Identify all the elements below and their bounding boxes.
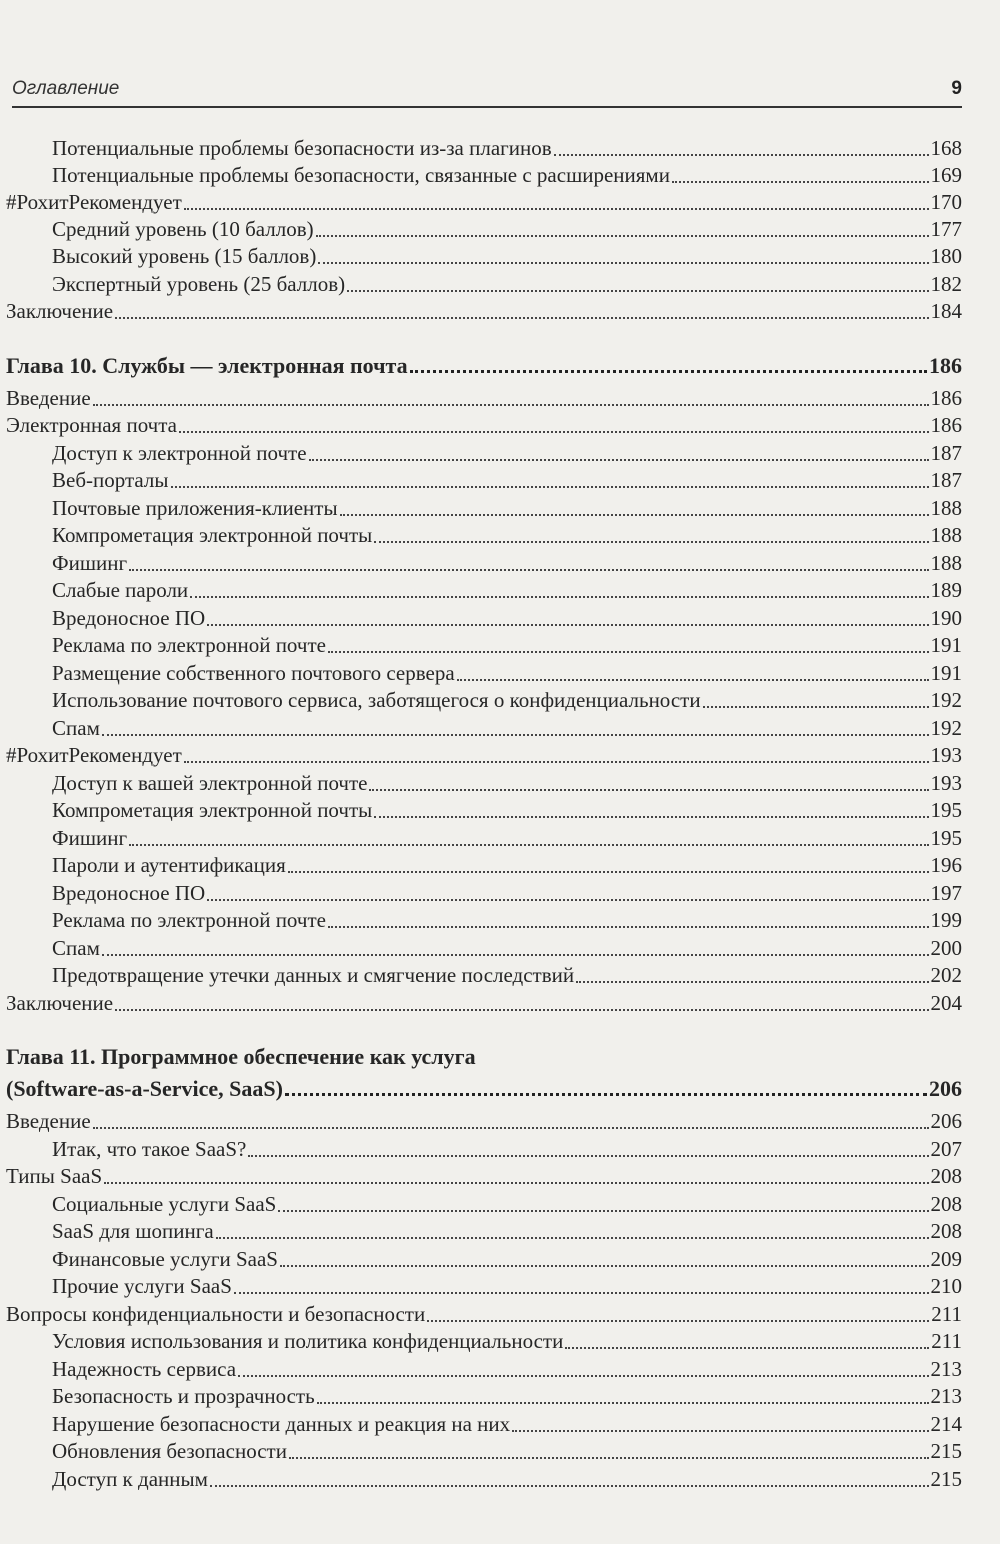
toc-entry-page: 214 bbox=[930, 1412, 962, 1436]
leader-dots bbox=[288, 871, 929, 873]
toc-entry[interactable] bbox=[6, 495, 962, 522]
toc-entry-label: Безопасность и прозрачность bbox=[52, 1384, 315, 1408]
toc-entry-label: #РохитРекомендует bbox=[6, 190, 182, 214]
toc-entry-label: Обновления безопасности bbox=[52, 1439, 287, 1463]
leader-dots bbox=[278, 1210, 928, 1212]
leader-dots bbox=[184, 208, 929, 210]
toc-entry-page: 188 bbox=[930, 496, 962, 520]
toc-entry-page: 200 bbox=[930, 936, 962, 960]
leader-dots bbox=[427, 1320, 929, 1322]
toc-entry-label: Заключение bbox=[6, 299, 114, 323]
toc-entry[interactable] bbox=[6, 135, 962, 162]
toc-entry[interactable] bbox=[6, 298, 962, 325]
toc-entry-page: 186 bbox=[929, 353, 962, 378]
leader-dots bbox=[576, 981, 928, 983]
leader-dots bbox=[565, 1347, 929, 1349]
toc-entry[interactable] bbox=[6, 440, 962, 467]
toc-entry-page: 210 bbox=[930, 1274, 962, 1298]
toc-entry-label: Средний уровень (10 баллов) bbox=[52, 217, 314, 241]
leader-dots bbox=[318, 262, 928, 264]
toc-entry-page: 208 bbox=[930, 1192, 962, 1216]
toc-entry-page: 215 bbox=[930, 1467, 962, 1491]
toc-entry[interactable] bbox=[6, 770, 962, 797]
leader-dots bbox=[179, 431, 929, 433]
toc-chapter-heading[interactable] bbox=[6, 352, 962, 379]
toc-entry-label: SaaS для шопинга bbox=[52, 1219, 214, 1243]
toc-entry-page: 197 bbox=[930, 881, 962, 905]
leader-dots bbox=[207, 899, 928, 901]
toc-entry-label: Заключение bbox=[6, 991, 114, 1015]
toc-entry-page: 196 bbox=[930, 853, 962, 877]
toc-entry-label: Глава 10. Службы — электронная почта bbox=[6, 353, 408, 378]
toc-entry-label: Надежность сервиса bbox=[52, 1357, 237, 1381]
toc-entry-label: Нарушение безопасности данных и реакция на них bbox=[52, 1412, 511, 1436]
toc-entry-page: 191 bbox=[930, 661, 962, 685]
toc-entry-page: 190 bbox=[930, 606, 962, 630]
leader-dots bbox=[410, 370, 927, 373]
toc-entry-label: Введение bbox=[6, 386, 91, 410]
toc-entry-label: Вопросы конфиденциальности и безопасности bbox=[6, 1302, 426, 1326]
leader-dots bbox=[374, 816, 928, 818]
toc-entry-label: Размещение собственного почтового сервера bbox=[52, 661, 455, 685]
toc-entry-page: 213 bbox=[930, 1357, 962, 1381]
toc-entry-label: Доступ к вашей электронной почте bbox=[52, 771, 368, 795]
toc-entry-label: Прочие услуги SaaS bbox=[52, 1274, 232, 1298]
toc-entry[interactable] bbox=[6, 189, 962, 216]
toc-entry-page: 186 bbox=[930, 413, 962, 437]
leader-dots bbox=[93, 404, 929, 406]
toc-entry-label: Социальные услуги SaaS bbox=[52, 1192, 277, 1216]
leader-dots bbox=[289, 1457, 929, 1459]
toc-entry-page: 169 bbox=[930, 163, 962, 187]
leader-dots bbox=[207, 624, 928, 626]
toc-entry-label: Финансовые услуги SaaS bbox=[52, 1247, 278, 1271]
toc-chapter-heading-line1[interactable]: Глава 11. Программное обеспечение как услуга bbox=[6, 1044, 476, 1069]
toc-entry-page: 180 bbox=[930, 244, 962, 268]
toc-entry-label: Реклама по электронной почте bbox=[52, 633, 326, 657]
leader-dots bbox=[104, 1182, 928, 1184]
toc-entry[interactable] bbox=[6, 825, 962, 852]
toc-entry-page: 187 bbox=[930, 468, 962, 492]
toc-entry-page: 206 bbox=[929, 1076, 962, 1101]
toc-entry[interactable] bbox=[6, 1466, 962, 1493]
toc-entry-page: 188 bbox=[930, 523, 962, 547]
leader-dots bbox=[248, 1155, 928, 1157]
leader-dots bbox=[703, 706, 929, 708]
toc-entry[interactable] bbox=[6, 660, 962, 687]
toc-entry-label: Компрометация электронной почты bbox=[52, 798, 373, 822]
leader-dots bbox=[672, 181, 929, 183]
toc-entry[interactable] bbox=[6, 632, 962, 659]
toc-entry[interactable] bbox=[6, 1191, 962, 1218]
toc-entry[interactable] bbox=[6, 715, 962, 742]
toc-entry-label: #РохитРекомендует bbox=[6, 743, 182, 767]
toc-entry-page: 209 bbox=[930, 1247, 962, 1271]
toc-entry[interactable] bbox=[6, 243, 962, 270]
leader-dots bbox=[369, 789, 928, 791]
toc-entry[interactable] bbox=[6, 522, 962, 549]
toc-entry[interactable] bbox=[6, 1163, 962, 1190]
leader-dots bbox=[280, 1265, 929, 1267]
toc-entry-label: Компрометация электронной почты bbox=[52, 523, 373, 547]
toc-entry-label: Фишинг bbox=[52, 551, 128, 575]
toc-entry-page: 215 bbox=[930, 1439, 962, 1463]
toc-entry-page: 182 bbox=[930, 272, 962, 296]
toc-entry[interactable] bbox=[6, 385, 962, 412]
leader-dots bbox=[328, 926, 929, 928]
toc-entry[interactable] bbox=[6, 1136, 962, 1163]
toc-entry-page: 170 bbox=[930, 190, 962, 214]
toc-entry-page: 188 bbox=[930, 551, 962, 575]
toc-chapter-heading[interactable] bbox=[6, 1075, 962, 1102]
leader-dots bbox=[129, 569, 928, 571]
toc-entry[interactable] bbox=[6, 1438, 962, 1465]
toc-entry-page: 192 bbox=[930, 716, 962, 740]
toc-entry-label: Предотвращение утечки данных и смягчение последствий bbox=[52, 963, 575, 987]
toc-entry[interactable] bbox=[6, 797, 962, 824]
leader-dots bbox=[115, 317, 928, 319]
toc-entry-page: 195 bbox=[930, 826, 962, 850]
leader-dots bbox=[115, 1009, 928, 1011]
toc-entry-label: Спам bbox=[52, 936, 100, 960]
leader-dots bbox=[316, 235, 929, 237]
toc-entry-page: 211 bbox=[931, 1302, 962, 1326]
toc-entry-page: 184 bbox=[930, 299, 962, 323]
toc-entry[interactable] bbox=[6, 1108, 962, 1135]
toc-entry-page: 168 bbox=[930, 136, 962, 160]
toc-entry-label: (Software-as-a-Service, SaaS) bbox=[6, 1076, 283, 1101]
toc-entry[interactable] bbox=[6, 550, 962, 577]
leader-dots bbox=[210, 1485, 929, 1487]
toc-entry-page: 187 bbox=[930, 441, 962, 465]
toc-entry-page: 213 bbox=[930, 1384, 962, 1408]
leader-dots bbox=[129, 844, 928, 846]
toc-entry-label: Вредоносное ПО bbox=[52, 606, 206, 630]
toc-entry-label: Введение bbox=[6, 1109, 91, 1133]
toc-entry[interactable] bbox=[6, 271, 962, 298]
toc-entry-page: 193 bbox=[930, 771, 962, 795]
toc-entry-label: Слабые пароли bbox=[52, 578, 189, 602]
toc-entry[interactable] bbox=[6, 1383, 962, 1410]
toc-entry[interactable] bbox=[6, 962, 962, 989]
leader-dots bbox=[102, 734, 929, 736]
toc-entry-page: 177 bbox=[930, 217, 962, 241]
toc-entry-page: 192 bbox=[930, 688, 962, 712]
leader-dots bbox=[340, 514, 929, 516]
toc-entry[interactable] bbox=[6, 412, 962, 439]
header-page-number: 9 bbox=[951, 78, 962, 99]
leader-dots bbox=[184, 761, 929, 763]
toc-entry-label: Экспертный уровень (25 баллов) bbox=[52, 272, 346, 296]
toc-entry[interactable] bbox=[6, 216, 962, 243]
table-of-contents bbox=[6, 0, 962, 1544]
leader-dots bbox=[317, 1402, 929, 1404]
toc-entry-page: 208 bbox=[930, 1164, 962, 1188]
toc-entry-label: Электронная почта bbox=[6, 413, 177, 437]
toc-entry[interactable] bbox=[6, 577, 962, 604]
toc-entry-page: 189 bbox=[930, 578, 962, 602]
leader-dots bbox=[554, 154, 929, 156]
toc-entry[interactable] bbox=[6, 1273, 962, 1300]
toc-entry-label: Доступ к данным bbox=[52, 1467, 208, 1491]
toc-entry[interactable] bbox=[6, 907, 962, 934]
leader-dots bbox=[512, 1430, 928, 1432]
toc-entry-label: Потенциальные проблемы безопасности из-за плагинов bbox=[52, 136, 552, 160]
toc-entry-label: Использование почтового сервиса, заботящегося о конфиденциальности bbox=[52, 688, 701, 712]
toc-entry-label: Веб-порталы bbox=[52, 468, 169, 492]
leader-dots bbox=[285, 1093, 927, 1096]
toc-entry-page: 193 bbox=[930, 743, 962, 767]
leader-dots bbox=[374, 541, 928, 543]
toc-entry-page: 195 bbox=[930, 798, 962, 822]
toc-entry[interactable] bbox=[6, 1246, 962, 1273]
leader-dots bbox=[309, 459, 929, 461]
leader-dots bbox=[171, 486, 929, 488]
toc-entry-label: Фишинг bbox=[52, 826, 128, 850]
toc-entry-label: Доступ к электронной почте bbox=[52, 441, 307, 465]
leader-dots bbox=[238, 1375, 928, 1377]
toc-entry-label: Пароли и аутентификация bbox=[52, 853, 286, 877]
toc-entry-label: Потенциальные проблемы безопасности, связанные с расширениями bbox=[52, 163, 670, 187]
toc-entry-page: 204 bbox=[930, 991, 962, 1015]
toc-entry-label: Итак, что такое SaaS? bbox=[52, 1137, 247, 1161]
toc-entry[interactable] bbox=[6, 467, 962, 494]
toc-entry[interactable] bbox=[6, 1301, 962, 1328]
toc-entry-label: Условия использования и политика конфиденциальности bbox=[52, 1329, 564, 1353]
leader-dots bbox=[234, 1292, 929, 1294]
toc-entry[interactable] bbox=[6, 687, 962, 714]
header-title: Оглавление bbox=[12, 78, 120, 99]
leader-dots bbox=[190, 596, 928, 598]
leader-dots bbox=[347, 290, 928, 292]
toc-entry[interactable] bbox=[6, 880, 962, 907]
toc-entry-page: 199 bbox=[930, 908, 962, 932]
toc-entry-label: Вредоносное ПО bbox=[52, 881, 206, 905]
toc-entry-page: 186 bbox=[930, 386, 962, 410]
toc-entry-page: 191 bbox=[930, 633, 962, 657]
toc-entry[interactable] bbox=[6, 935, 962, 962]
toc-entry[interactable] bbox=[6, 990, 962, 1017]
toc-entry[interactable] bbox=[6, 742, 962, 769]
toc-entry-label: Реклама по электронной почте bbox=[52, 908, 326, 932]
toc-entry-label: Типы SaaS bbox=[6, 1164, 103, 1188]
toc-entry-page: 206 bbox=[930, 1109, 962, 1133]
leader-dots bbox=[457, 679, 929, 681]
toc-entry-label: Спам bbox=[52, 716, 100, 740]
toc-entry[interactable] bbox=[6, 162, 962, 189]
toc-entry-page: 211 bbox=[931, 1329, 962, 1353]
toc-entry-page: 208 bbox=[930, 1219, 962, 1243]
toc-entry[interactable] bbox=[6, 1328, 962, 1355]
toc-entry-page: 202 bbox=[930, 963, 962, 987]
toc-entry[interactable] bbox=[6, 605, 962, 632]
toc-entry-label: Высокий уровень (15 баллов) bbox=[52, 244, 317, 268]
toc-entry[interactable] bbox=[6, 1218, 962, 1245]
leader-dots bbox=[216, 1237, 929, 1239]
toc-entry[interactable] bbox=[6, 852, 962, 879]
toc-entry-label: Почтовые приложения-клиенты bbox=[52, 496, 338, 520]
leader-dots bbox=[328, 651, 929, 653]
toc-entry[interactable] bbox=[6, 1356, 962, 1383]
leader-dots bbox=[102, 954, 929, 956]
toc-entry[interactable] bbox=[6, 1411, 962, 1438]
leader-dots bbox=[93, 1127, 929, 1129]
toc-entry-page: 207 bbox=[930, 1137, 962, 1161]
